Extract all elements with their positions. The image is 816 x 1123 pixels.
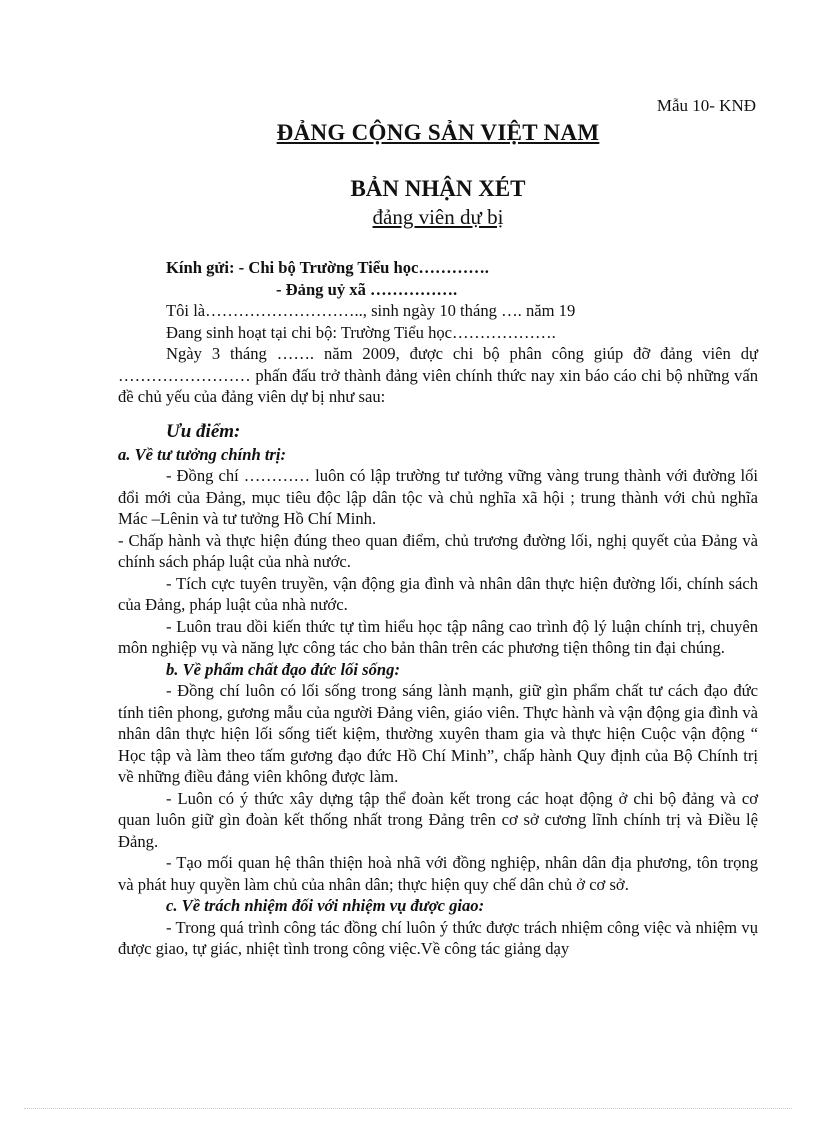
section-b-paragraph: - Tạo mối quan hệ thân thiện hoà nhã với đồng nghiệp, nhân dân địa phương, tôn trọng và phát huy quyền làm chủ của nhân dân; thực hiện quy chế dân chủ ở cơ sở. xyxy=(118,853,758,894)
section-a-paragraph: - Luôn trau dồi kiến thức tự tìm hiểu học tập nâng cao trình độ lý luận chính trị, chuyên môn nghiệp vụ và năng lực công tác cho bản thân trên các phương tiện thông tin đại chúng. xyxy=(118,616,758,657)
intro-branch-line: Đang sinh hoạt tại chi bộ: Trường Tiểu học………………. xyxy=(166,322,556,342)
form-code: Mẫu 10- KNĐ xyxy=(656,96,756,115)
document-subtitle: đảng viên dự bị xyxy=(372,205,504,229)
party-name-heading: ĐẢNG CỘNG SẢN VIỆT NAM xyxy=(276,120,600,145)
section-b-heading: b. Về phẩm chất đạo đức lối sống: xyxy=(166,659,400,679)
recipient-line-2: - Đảng uỷ xã ……………. xyxy=(276,279,458,299)
intro-name-line: Tôi là……………………….., sinh ngày 10 tháng …. năm 19 xyxy=(166,301,576,320)
recipient-line-1: Kính gửi: - Chi bộ Trường Tiểu học…………. xyxy=(166,258,489,277)
advantages-heading: Ưu điểm: xyxy=(166,420,241,442)
intro-assignment-paragraph: Ngày 3 tháng ……. năm 2009, được chi bộ phân công giúp đỡ đảng viên dự …………………… phấn đấu trở thành đảng viên chính thức nay xin báo cáo chi bộ những vấn đề chủ yếu của đảng viên dự bị như sau: xyxy=(118,344,758,406)
section-a-paragraph: - Chấp hành và thực hiện đúng theo quan điểm, chủ trương đường lối, nghị quyết của Đảng và chính sách pháp luật của nhà nước. xyxy=(118,530,758,571)
section-c-heading: c. Về trách nhiệm đối với nhiệm vụ được giao: xyxy=(166,896,485,915)
section-a-heading: a. Về tư tưởng chính trị: xyxy=(118,444,287,464)
section-b-paragraph: - Luôn có ý thức xây dựng tập thể đoàn kết trong các hoạt động ở chi bộ đảng và cơ quan luôn giữ gìn đoàn kết thống nhất trong Đảng trên cơ sở cương lĩnh chính trị và Điều lệ Đảng. xyxy=(118,788,758,851)
document-title: BẢN NHẬN XÉT xyxy=(350,176,526,201)
section-a-paragraph: - Đồng chí ………… luôn có lập trường tư tưởng vững vàng trung thành với đường lối đổi mới của Đảng, mục tiêu độc lập dân tộc và chủ nghĩa xã hội ; trung thành với chủ nghĩa Mác –Lênin và tư tưởng Hồ Chí Minh. xyxy=(118,466,758,528)
section-a-paragraph: - Tích cực tuyên truyền, vận động gia đình và nhân dân thực hiện đường lối, chính sách của Đảng, pháp luật của nhà nước. xyxy=(118,573,758,614)
section-b-paragraph: - Đồng chí luôn có lối sống trong sáng lành mạnh, giữ gìn phẩm chất tư cách đạo đức tính tiên phong, gương mẫu của người Đảng viên, giáo viên. Thực hành và vận động gia đình và nhân dân thực hiện lối sống tiết kiệm, thường xuyên tham gia và thực hiện Cuộc vận động “ Học tập và làm theo tấm gương đạo đức Hồ Chí Minh”, chấp hành Quy định của Bộ Chính trị về những điều đảng viên không được làm. xyxy=(118,681,758,786)
page-bottom-divider xyxy=(24,1108,792,1109)
section-c-paragraph: - Trong quá trình công tác đồng chí luôn ý thức được trách nhiệm công việc và nhiệm vụ được giao, tự giác, nhiệt tình trong công việc.Về công tác giảng dạy xyxy=(118,917,758,958)
document-body xyxy=(118,257,758,960)
